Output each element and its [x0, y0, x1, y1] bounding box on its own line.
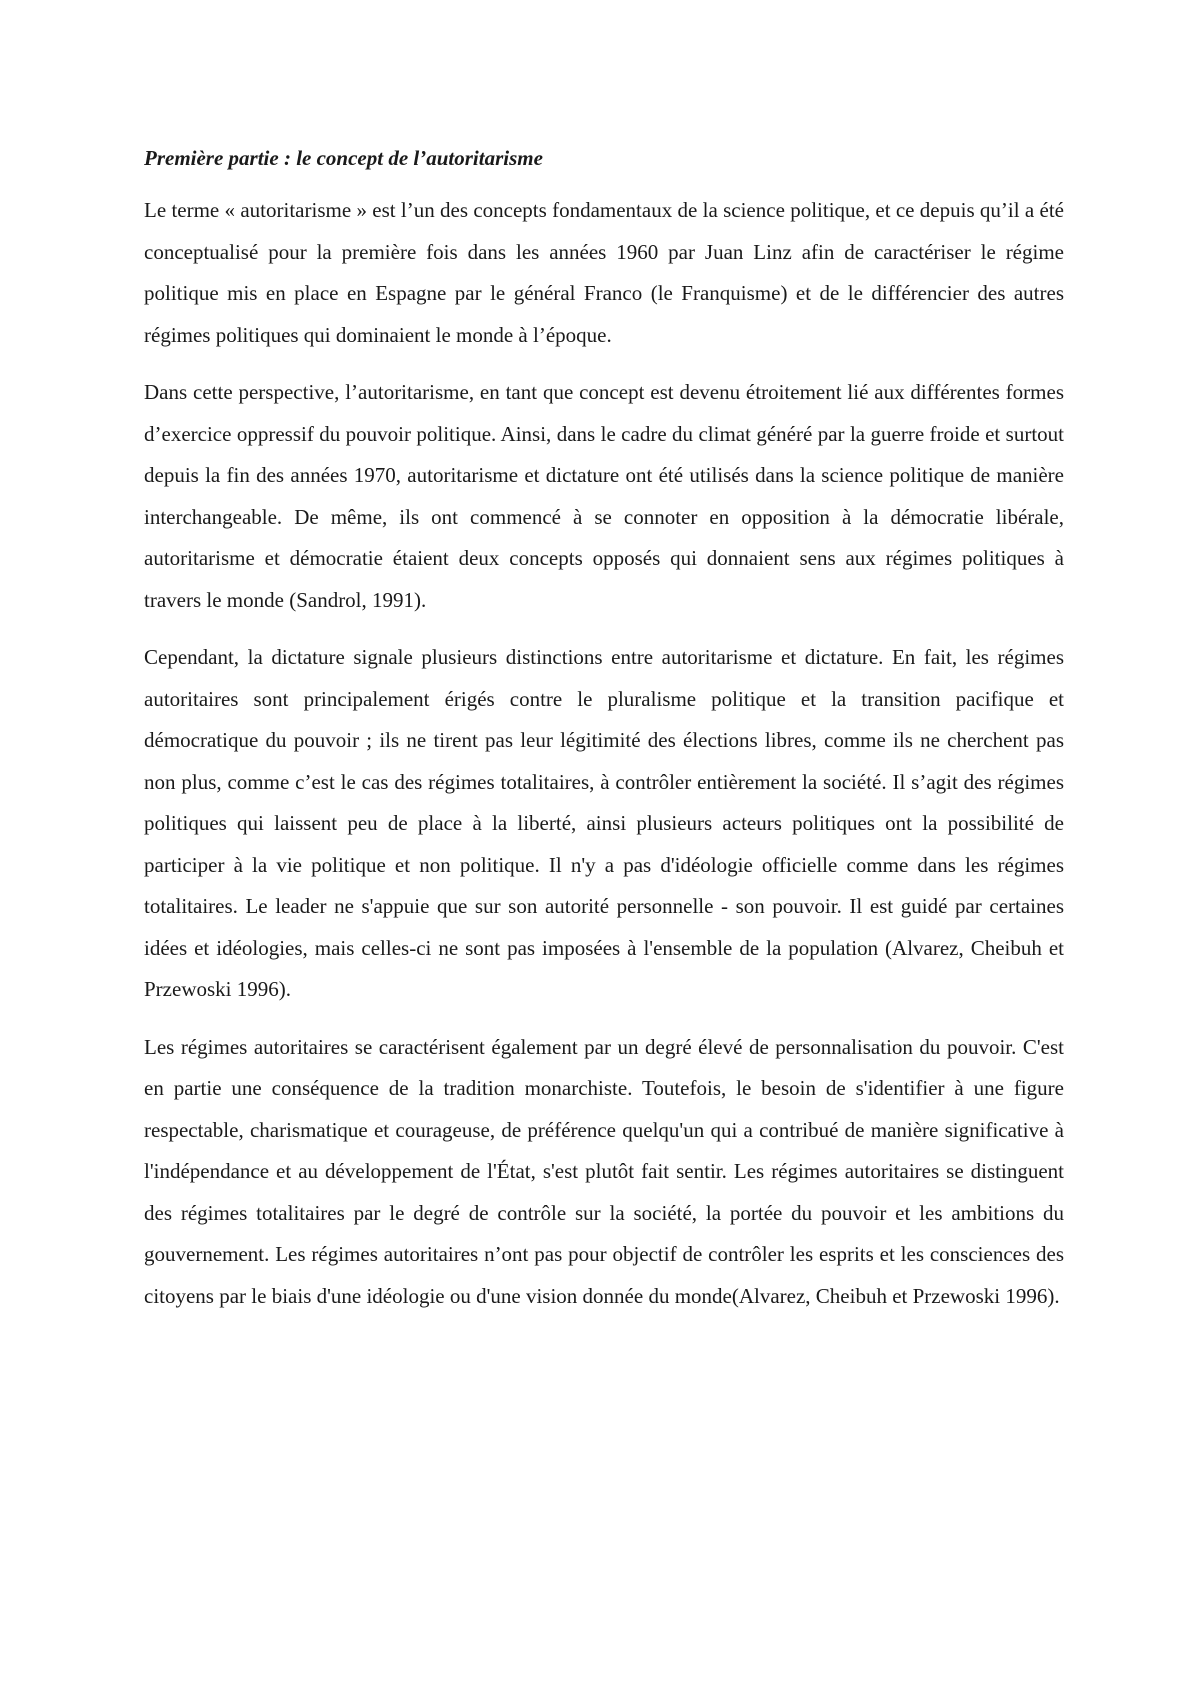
section-heading: Première partie : le concept de l’autoritarisme: [144, 146, 543, 170]
document-page: [144, 140, 1064, 1333]
paragraph-3: Cependant, la dictature signale plusieurs distinctions entre autoritarisme et dictature. En fait, les régimes autoritaires sont principalement érigés contre le pluralisme politique et la transition pacifique et démocratique du pouvoir ; ils ne tirent pas leur légitimité des élections libres, comme ils ne cherchent pas non plus, comme c’est le cas des régimes totalitaires, à contrôler entièrement la société. Il s’agit des régimes politiques qui laissent peu de place à la liberté, ainsi plusieurs acteurs politiques ont la possibilité de participer à la vie politique et non politique. Il n'y a pas d'idéologie officielle comme dans les régimes totalitaires. Le leader ne s'appuie que sur son autorité personnelle - son pouvoir. Il est guidé par certaines idées et idéologies, mais celles-ci ne sont pas imposées à l'ensemble de la population (Alvarez, Cheibuh et Przewoski 1996).: [144, 645, 1064, 1001]
paragraph-1: Le terme « autoritarisme » est l’un des concepts fondamentaux de la science politique, et ce depuis qu’il a été conceptualisé pour la première fois dans les années 1960 par Juan Linz afin de caractériser le régime politique mis en place en Espagne par le général Franco (le Franquisme) et de le différencier des autres régimes politiques qui dominaient le monde à l’époque.: [144, 198, 1064, 347]
paragraph-2: Dans cette perspective, l’autoritarisme, en tant que concept est devenu étroitement lié aux différentes formes d’exercice oppressif du pouvoir politique. Ainsi, dans le cadre du climat généré par la guerre froide et surtout depuis la fin des années 1970, autoritarisme et dictature ont été utilisés dans la science politique de manière interchangeable. De même, ils ont commencé à se connoter en opposition à la démocratie libérale, autoritarisme et démocratie étaient deux concepts opposés qui donnaient sens aux régimes politiques à travers le monde (Sandrol, 1991).: [144, 380, 1064, 612]
paragraph-4: Les régimes autoritaires se caractérisent également par un degré élevé de personnalisation du pouvoir. C'est en partie une conséquence de la tradition monarchiste. Toutefois, le besoin de s'identifier à une figure respectable, charismatique et courageuse, de préférence quelqu'un qui a contribué de manière significative à l'indépendance et au développement de l'État, s'est plutôt fait sentir. Les régimes autoritaires se distinguent des régimes totalitaires par le degré de contrôle sur la société, la portée du pouvoir et les ambitions du gouvernement. Les régimes autoritaires n’ont pas pour objectif de contrôler les esprits et les consciences des citoyens par le biais d'une idéologie ou d'une vision donnée du monde(Alvarez, Cheibuh et Przewoski 1996).: [144, 1034, 1064, 1308]
